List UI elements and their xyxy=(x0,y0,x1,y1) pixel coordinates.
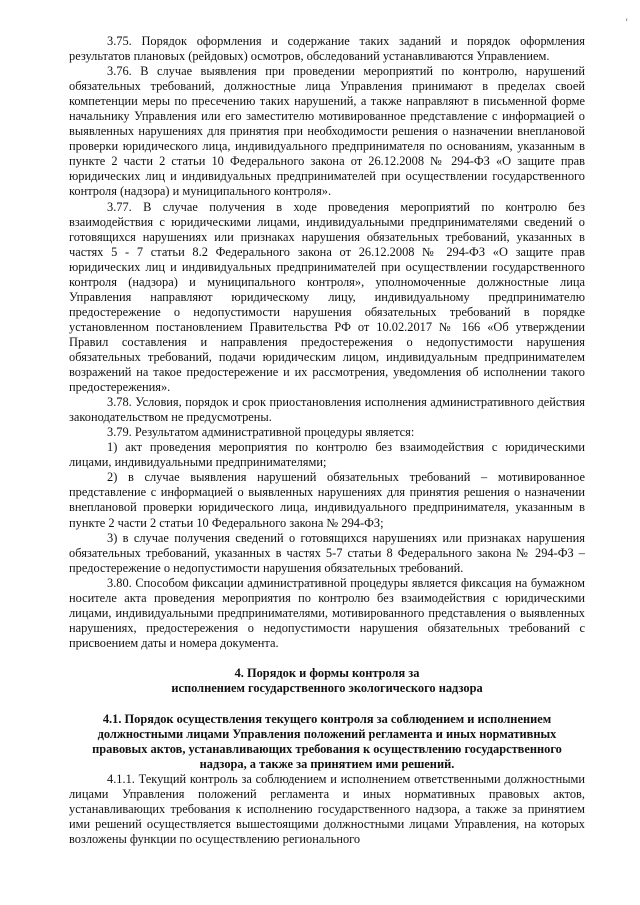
paragraph-3-77: 3.77. В случае получения в ходе проведения мероприятий по контролю без взаимодействия с юридическими лицами, индивидуальными предпринимателями сведений о готовящихся нарушениях или признаках нарушения обязательных требований, указанных в частях 5 - 7 статьи 8.2 Федерального закона от 26.12.2008 № 294-ФЗ «О защите прав юридических лиц и индивидуальных предпринимателей при осуществлении государственного контроля (надзора) и муниципального контроля», уполномоченные должностные лица Управления направляют юридическому лицу, индивидуальному предпринимателю предостережение о недопустимости нарушения обязательных требований в порядке установленном постановлением Правительства РФ от 10.02.2017 № 166 «Об утверждении Правил составления и направления предостережения о недопустимости нарушения обязательных требований, подачи юридическим лицом, индивидуальным предпринимателем возражений на такое предостережение и их рассмотрения, уведомления об исполнении такого предостережения». xyxy=(69,199,585,395)
paragraph-3-78: 3.78. Условия, порядок и срок приостановления исполнения административного действия законодательством не предусмотрены. xyxy=(69,395,585,425)
result-item-3: 3) в случае получения сведений о готовящихся нарушениях или признаках нарушения обязательных требований, указанных в частях 5-7 статьи 8 Федерального закона № 294-ФЗ – предостережение о недопустимости нарушения обязательных требований. xyxy=(69,530,585,575)
paragraph-3-80: 3.80. Способом фиксации административной процедуры является фиксация на бумажном носителе акта проведения мероприятия по контролю без взаимодействия с юридическими лицами, индивидуальными предпринимателями, мотивированного представления о выявленных нарушениях, предостережения о недопустимости нарушения обязательных требований с присвоением даты и номера документа. xyxy=(69,575,585,650)
result-item-1: 1) акт проведения мероприятия по контролю без взаимодействия с юридическими лицами, индивидуальными предпринимателями; xyxy=(69,440,585,470)
section-4-title-line-2: исполнением государственного экологического надзора xyxy=(171,680,483,695)
subsection-4-1-title: 4.1. Порядок осуществления текущего контроля за соблюдением и исполнением должностными лицами Управления положений регламента и иных нормативных правовых актов, устанавливающих требования к осуществлению государственного надзора, а также за принятием ими решений. xyxy=(92,712,562,772)
result-item-2: 2) в случае выявления нарушений обязательных требований – мотивированное представление с информацией о выявленных нарушениях для принятия решения о назначении внеплановой проверки юридического лица, индивидуального предпринимателя, указанным в пункте 2 части 2 статьи 10 Федерального закона № 294-ФЗ; xyxy=(69,470,585,530)
paragraph-3-75: 3.75. Порядок оформления и содержание таких заданий и порядок оформления результатов плановых (рейдовых) осмотров, обследований устанавливаются Управлением. xyxy=(69,34,585,64)
section-4-title-line-1: 4. Порядок и формы контроля за xyxy=(234,665,420,680)
document-page xyxy=(69,34,585,847)
corner-mark: ' xyxy=(625,18,628,28)
paragraph-3-79: 3.79. Результатом административной процедуры является: xyxy=(107,425,415,440)
paragraph-3-76: 3.76. В случае выявления при проведении мероприятий по контролю, нарушений обязательных требований, должностные лица Управления принимают в пределах своей компетенции меры по пресечению таких нарушений, а также направляют в письменной форме начальнику Управления или его заместителю мотивированное представление с информацией о выявленных нарушениях для принятия при необходимости решения о назначении внеплановой проверки юридического лица, индивидуального предпринимателя по основаниям, указанным в пункте 2 части 2 статьи 10 Федерального закона от 26.12.2008 № 294-ФЗ «О защите прав юридических лиц и индивидуальных предпринимателей при осуществлении государственного контроля (надзора) и муниципального контроля». xyxy=(69,64,585,199)
paragraph-4-1-1: 4.1.1. Текущий контроль за соблюдением и исполнением ответственными должностными лицами Управления положений регламента и иных нормативных правовых актов, устанавливающих требования к исполнению государственного надзора, а также за принятием ими решений осуществляется вышестоящими должностными лицами Управления, на которых возложены функции по осуществлению регионального xyxy=(69,772,585,847)
